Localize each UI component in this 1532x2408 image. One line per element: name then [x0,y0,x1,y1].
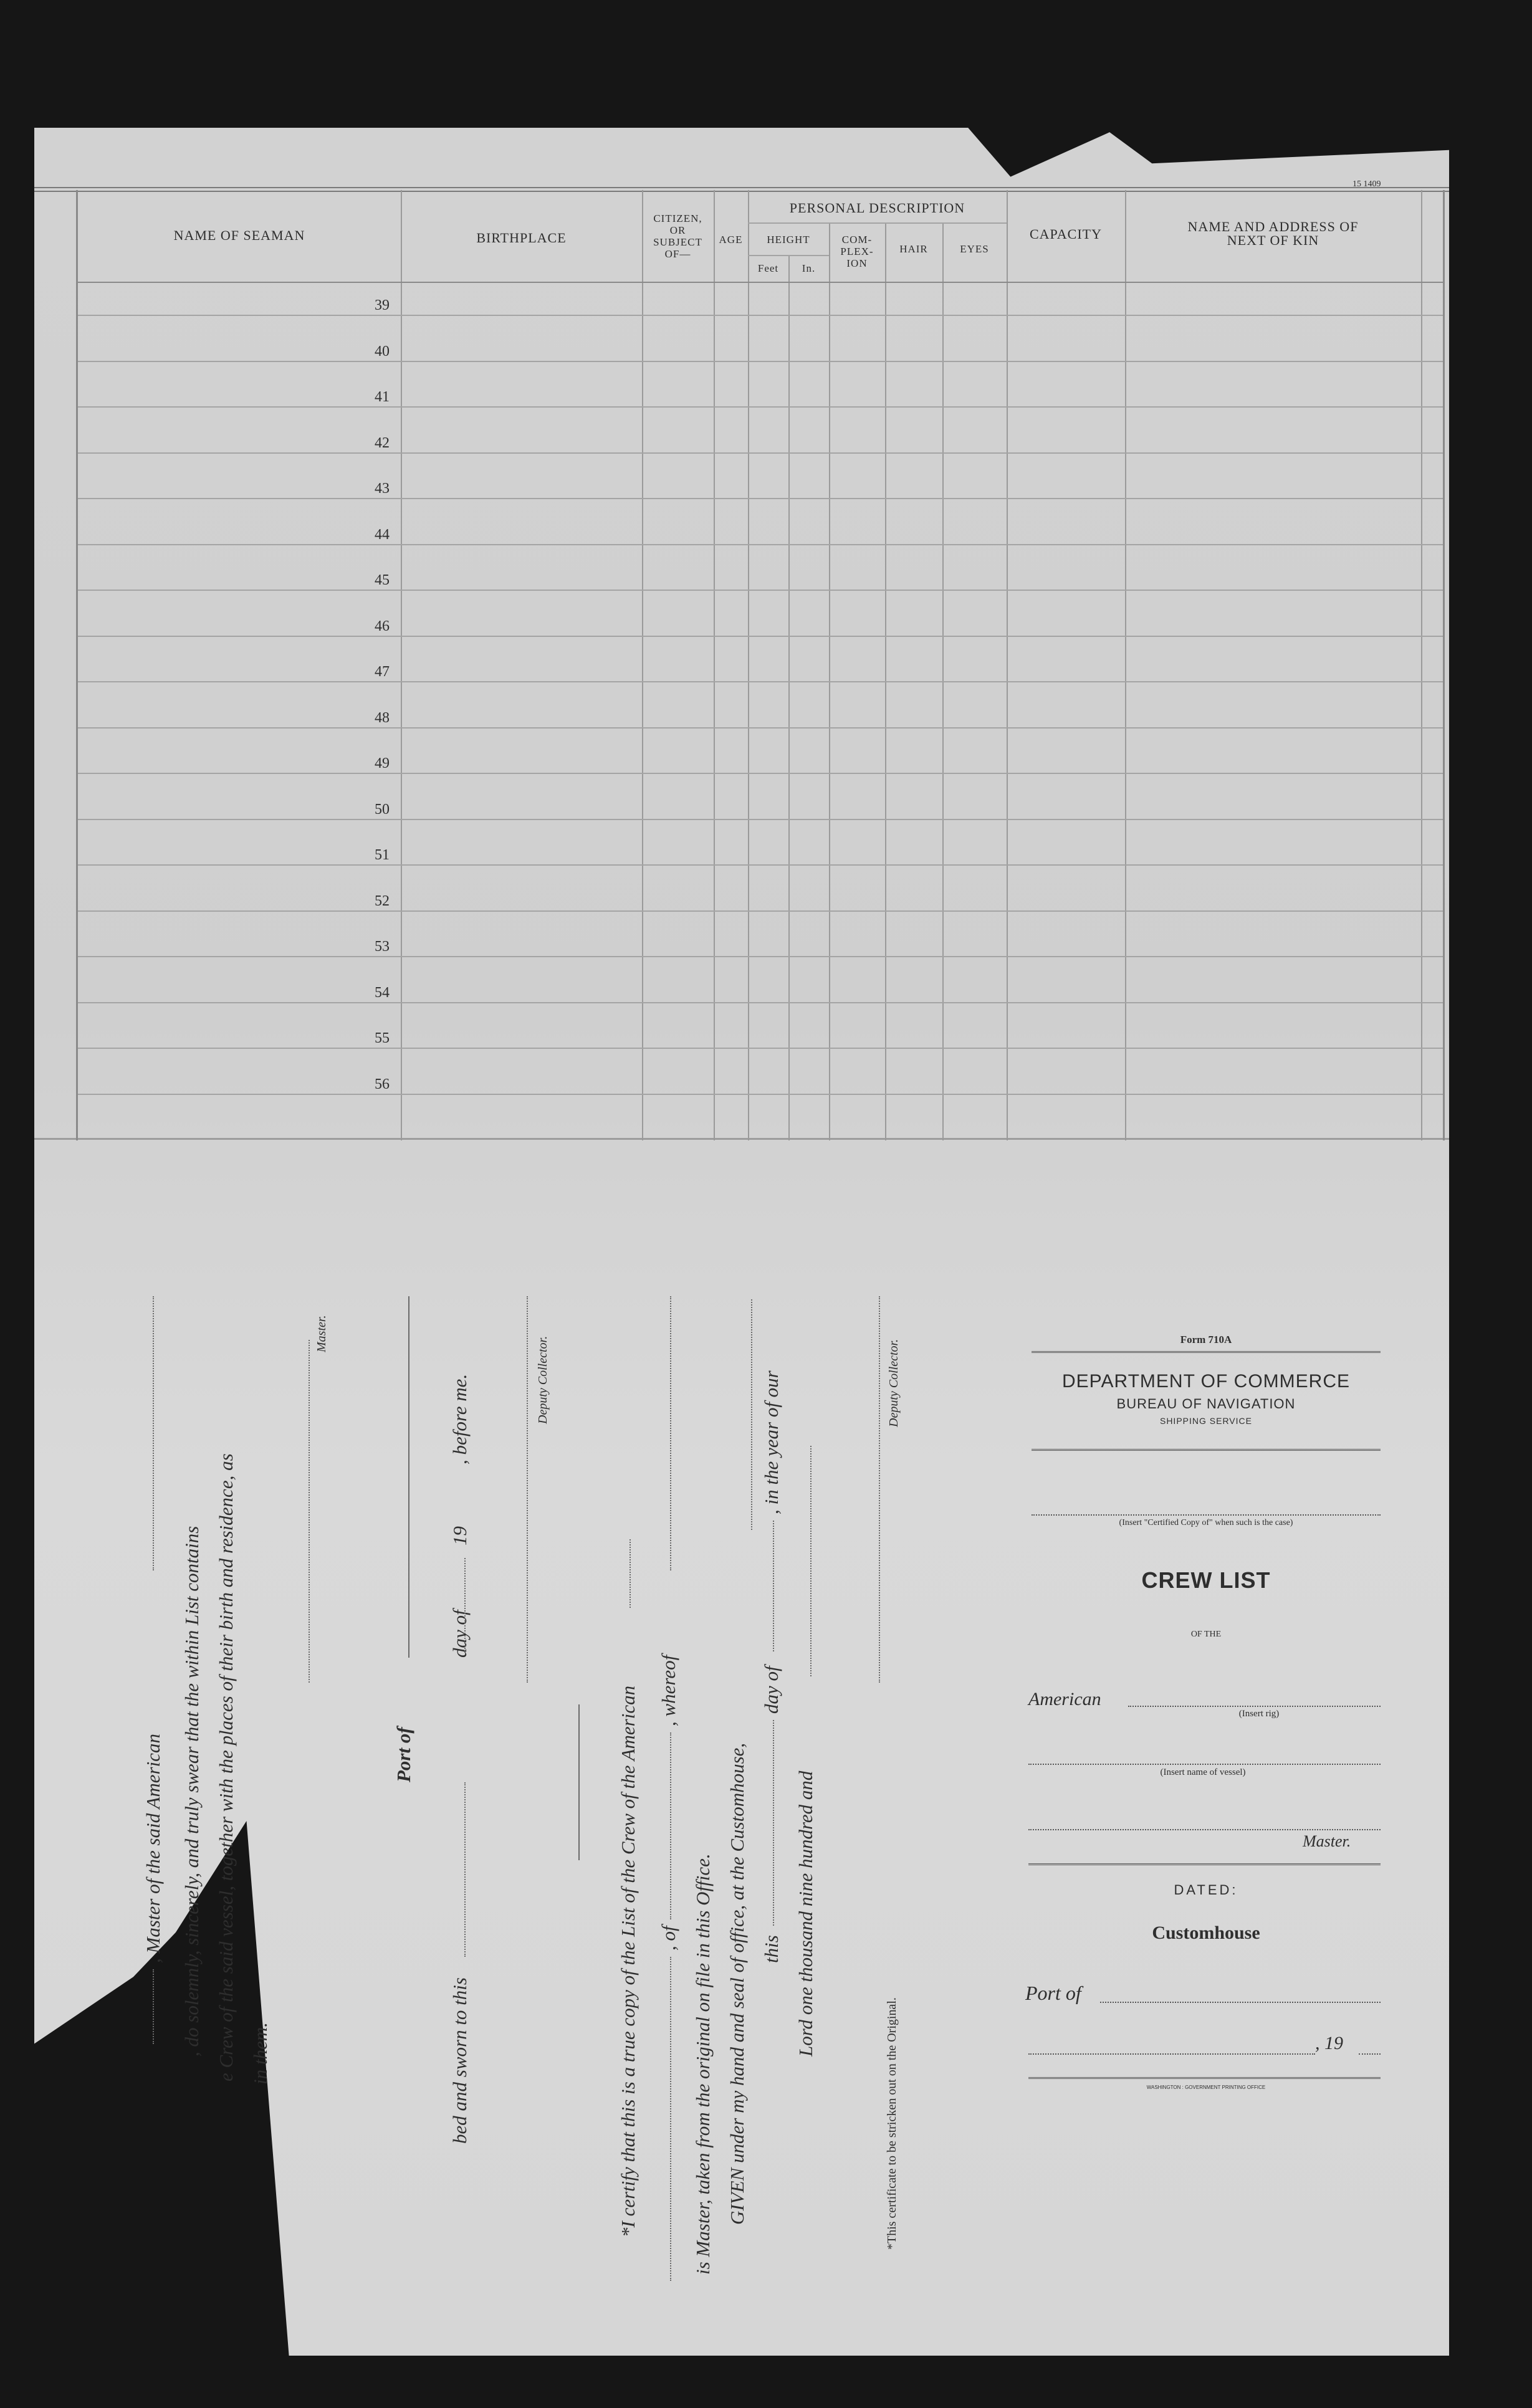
cover-rule [1028,2077,1381,2079]
bureau-title: BUREAU OF NAVIGATION [1116,1396,1296,1412]
row-number: 44 [375,526,390,543]
oath-line-1: , Master of the said American [142,1734,164,1963]
table-row [78,1002,1443,1003]
header-inches: In. [802,262,816,274]
certificate-of: , of [658,1926,679,1951]
master-signature-line [309,1340,310,1683]
table-row [78,361,1443,362]
crew-table [76,190,1445,1140]
header-birthplace: BIRTHPLACE [476,230,567,246]
oath-port-of: Port of [393,1727,414,1782]
insert-certified-note: (Insert "Certified Copy of" when such is the case) [1119,1518,1293,1527]
certificate-line-4: GIVEN under my hand and seal of office, at the Customhouse, [726,1742,748,2225]
master-blank [1028,1829,1381,1830]
oath-line-4: in them. [249,2022,271,2085]
cert-blank-day [773,1521,774,1651]
table-row [78,819,1443,820]
table-row [78,864,1443,866]
table-row [78,956,1443,957]
col-divider [401,190,402,1140]
oath-port-line [408,1296,409,1658]
table-row [78,681,1443,682]
col-divider [788,255,790,1140]
crew-list-title: CREW LIST [1141,1567,1271,1593]
separator-line [578,1704,580,1860]
oath-master-label: Master. [315,1315,328,1352]
header-capacity: CAPACITY [1030,226,1102,242]
col-divider [1421,190,1422,1140]
oath-year: 19 [449,1526,471,1546]
cover-rule [1032,1449,1381,1451]
certificate-line-1: *I certify that this is a true copy of the List of the Crew of the American [617,1685,639,2237]
certificate-line-6: Lord one thousand nine hundred and [795,1770,816,2057]
cover-master-label: Master. [1303,1832,1351,1850]
table-row [78,590,1443,591]
oath-blank-2 [153,1969,154,2044]
col-divider [642,190,643,1140]
insert-rig-note: (Insert rig) [1238,1709,1280,1719]
header-complexion: COM- PLEX- ION [840,234,874,269]
printer-imprint: WASHINGTON : GOVERNMENT PRINTING OFFICE [1146,2085,1266,2090]
port-blank [1100,2002,1381,2003]
cert-blank-3 [670,1296,671,1570]
header-personal-description: PERSONAL DESCRIPTION [789,200,965,216]
certificate-deputy-collector: Deputy Collector. [887,1339,901,1427]
oath-day-of: day of [449,1610,471,1658]
port-of-label: Port of [1025,1982,1081,2004]
row-number: 53 [375,939,390,955]
cert-blank-this [773,1720,774,1926]
row-number: 46 [375,618,390,634]
date-blank [1028,2053,1315,2055]
oath-day-blank [464,1782,466,1957]
cert-blank-of [670,1957,671,2281]
col-divider [748,190,749,1140]
header-feet: Feet [757,262,779,274]
row-number: 42 [375,434,390,451]
col-divider [1125,190,1126,1140]
row-number: 54 [375,984,390,1001]
of-the-label: OF THE [1190,1630,1222,1639]
header-age: AGE [719,234,743,246]
deputy-signature-line [527,1296,528,1683]
row-number: 47 [375,664,390,680]
oath-before-me: , before me. [449,1374,471,1464]
american-label: American [1028,1689,1101,1709]
date-year: , 19 [1315,2033,1343,2053]
header-next-of-kin: NAME AND ADDRESS OF NEXT OF KIN [1187,219,1359,248]
table-row [78,406,1443,408]
department-title: DEPARTMENT OF COMMERCE [1061,1371,1351,1392]
oath-sworn-text: bed and sworn to this [449,1977,471,2144]
header-eyes: EYES [960,243,989,255]
table-row [78,544,1443,545]
table-row [78,1094,1443,1095]
cert-blank-year [810,1446,811,1676]
oath-blank-1 [153,1296,154,1570]
personal-desc-rule [748,222,1007,224]
header-hair: HAIR [899,243,928,255]
header-citizen: CITIZEN, OR SUBJECT OF— [653,213,702,260]
year-blank [1359,2053,1381,2055]
row-number: 50 [375,801,390,818]
oath-deputy-collector: Deputy Collector. [536,1335,550,1424]
row-number: 55 [375,1030,390,1046]
table-row [78,498,1443,499]
certificate-line-3: is Master, taken from the original on file in this Office. [692,1853,714,2275]
service-title: SHIPPING SERVICE [1159,1416,1252,1426]
cert-blank-whereof [670,1732,671,1919]
rig-blank [1128,1706,1381,1707]
table-row [78,1048,1443,1049]
customhouse-label: Customhouse [1152,1923,1260,1943]
row-number: 39 [375,297,390,313]
form-number: Form 710A [1180,1334,1232,1345]
certified-copy-blank [1032,1514,1381,1516]
row-number: 48 [375,709,390,726]
certificate-whereof: , whereof [658,1655,679,1726]
row-number: 49 [375,755,390,772]
header-name-of-seaman: NAME OF SEAMAN [173,227,305,243]
row-number: 56 [375,1076,390,1092]
oath-line-2: , do solemnly, sincerely, and truly swear that the within List contains [181,1526,203,2057]
table-row [78,315,1443,316]
table-row [78,636,1443,637]
certificate-year-of-our: , in the year of our [760,1370,782,1514]
row-number: 52 [375,892,390,909]
row-number: 45 [375,572,390,588]
height-rule [748,255,829,256]
header-bottom-rule [78,282,1443,283]
table-row [78,910,1443,912]
dated-label: DATED: [1174,1882,1238,1898]
row-number: 43 [375,480,390,497]
table-row [78,727,1443,729]
oath-month-blank [464,1558,466,1651]
certificate-day-of: day of [760,1666,782,1714]
insert-vessel-note: (Insert name of vessel) [1160,1767,1246,1777]
oath-line-3: e Crew of the said vessel, together with the places of their birth and residence, as [215,1453,237,2081]
row-number: 51 [375,847,390,863]
cert-blank-1 [630,1539,631,1608]
vessel-name-blank [1028,1764,1381,1765]
row-number: 40 [375,343,390,360]
header-height: HEIGHT [767,234,810,246]
table-row [78,773,1443,774]
certificate-footnote: *This certificate to be stricken out on the Original. [885,1997,899,2250]
cover-rule [1032,1351,1381,1353]
table-row [78,452,1443,454]
certificate-this: this [760,1935,782,1963]
cert-blank-customhouse [751,1299,752,1530]
cover-rule [1028,1863,1381,1865]
page-reference: 15 1409 [1352,179,1381,189]
col-divider [714,190,715,1140]
col-divider [1007,190,1008,1140]
cert-deputy-line [879,1296,880,1683]
row-number: 41 [375,389,390,405]
